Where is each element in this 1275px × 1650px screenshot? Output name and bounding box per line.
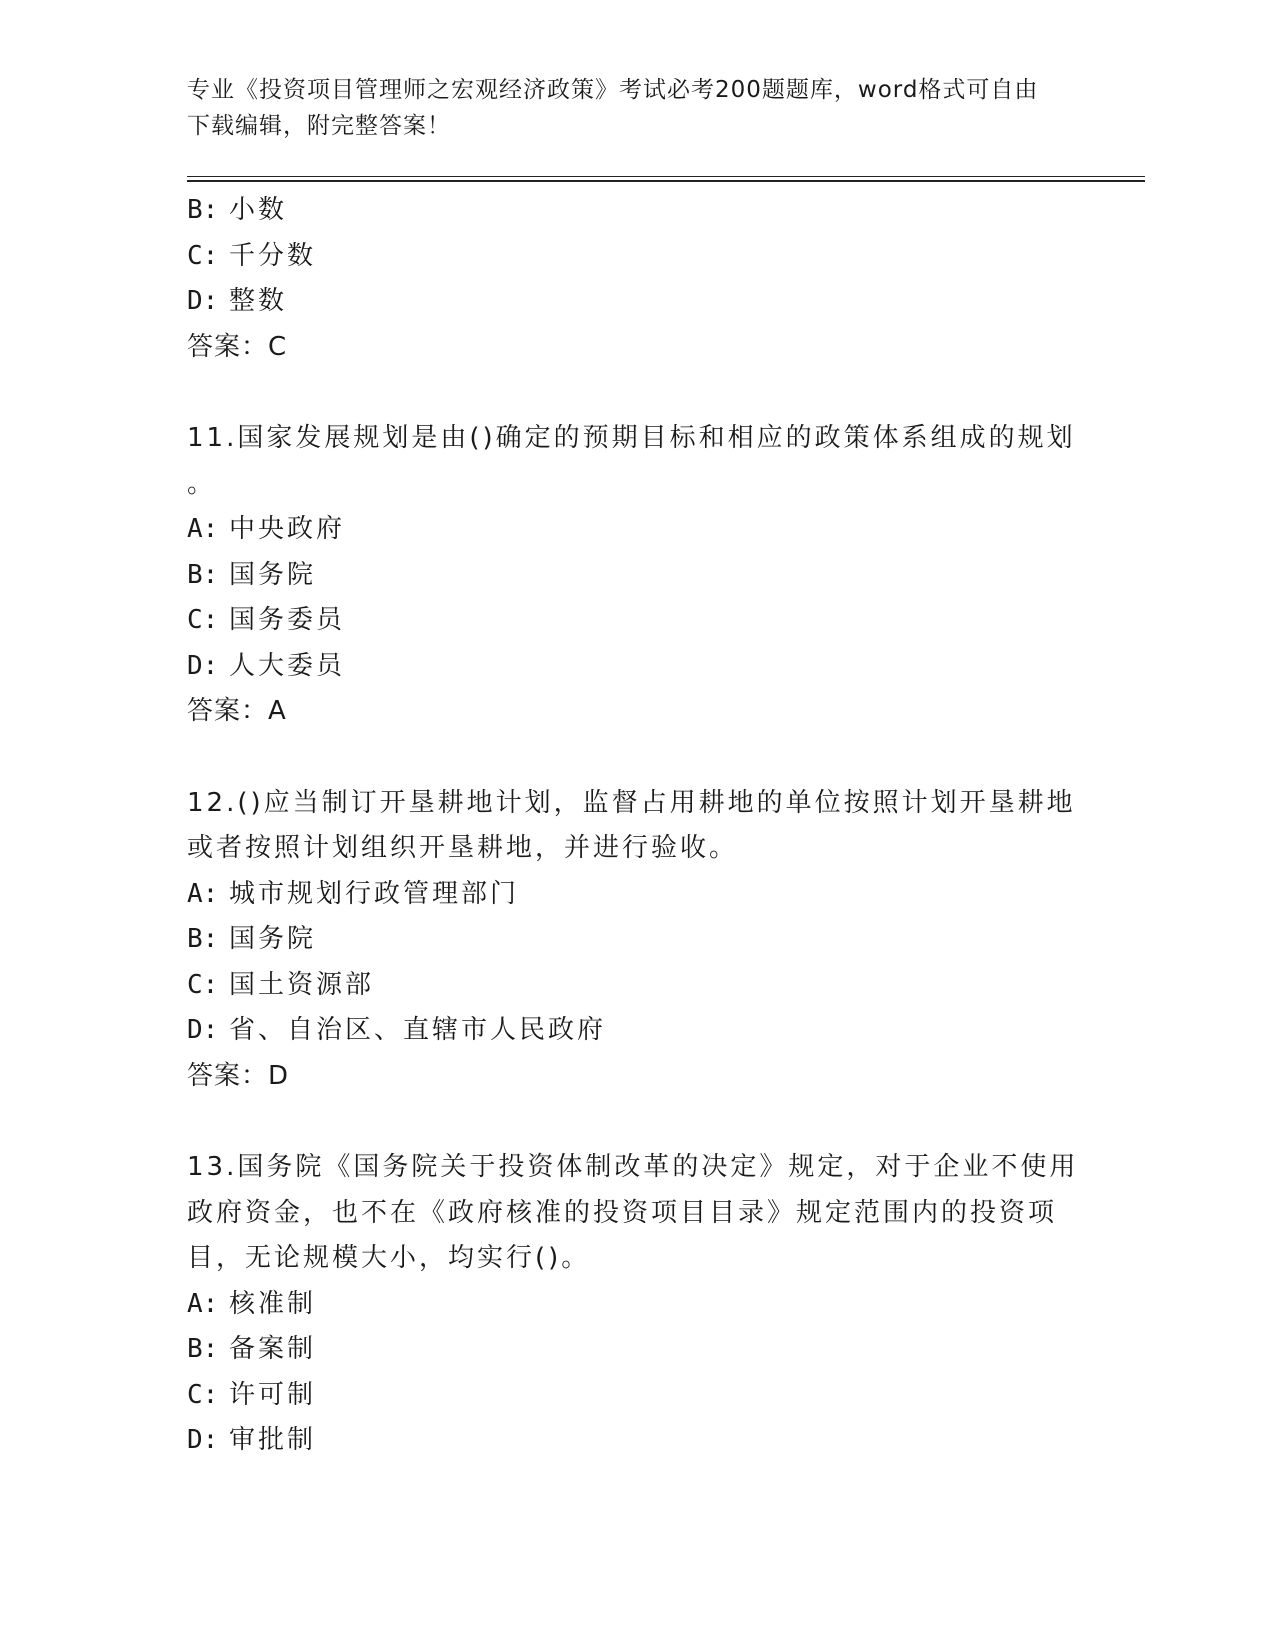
option-c [187,1373,1067,1419]
option-text: 国务院 [229,924,317,954]
option-text: 省、自治区、直辖市人民政府 [229,1015,607,1045]
option-text: 人大委员 [229,650,346,681]
option-letter: C: [187,240,219,271]
option-letter: B: [187,1334,219,1364]
option-text: 城市规划行政管理部门 [229,878,520,909]
option-text: 国土资源部 [229,969,375,1000]
option-a [187,872,1067,918]
option-text: 国务委员 [229,605,346,635]
question-11 [187,416,1076,735]
spacer [187,370,1067,416]
document-body [187,188,1079,1464]
option-c [187,234,1067,280]
option-letter: D: [187,650,219,681]
question-text-line: 目，无论规模大小，均实行()。 [187,1243,591,1273]
question-text-line: 或者按照计划组织开垦耕地，并进行验收。 [187,833,739,863]
option-letter: C: [187,605,219,635]
option-text: 千分数 [229,240,317,271]
option-a [187,1282,1067,1328]
option-text: 审批制 [229,1425,317,1455]
option-a [187,507,1067,553]
option-letter: B: [187,195,219,225]
option-text: 国务院 [229,559,317,590]
option-letter: A: [187,514,219,544]
option-b [187,188,1067,234]
option-text: 小数 [229,195,288,225]
header-line-2: 下载编辑，附完整答案！ [187,113,451,139]
option-b [187,553,1067,599]
spacer [187,735,1067,781]
document-page [187,0,1147,1650]
option-letter: D: [187,1425,219,1455]
option-letter: A: [187,1288,219,1319]
option-letter: B: [187,559,219,590]
answer-line: 答案：D [187,1060,290,1091]
option-letter: B: [187,924,219,954]
header-divider [187,176,1145,182]
option-d [187,1418,1067,1464]
option-text: 中央政府 [229,514,346,544]
option-letter: D: [187,286,219,316]
option-c [187,598,1067,644]
option-d [187,1008,1067,1054]
option-letter: D: [187,1015,219,1045]
option-letter: A: [187,878,219,909]
option-letter: C: [187,1379,219,1410]
option-text: 核准制 [229,1288,317,1319]
option-d [187,279,1067,325]
question-text-line: 政府资金，也不在《政府核准的投资项目目录》规定范围内的投资项 [187,1197,1058,1228]
option-letter: C: [187,969,219,1000]
option-b [187,1327,1067,1373]
option-b [187,917,1067,963]
option-text: 许可制 [229,1379,317,1410]
question-10-continuation [187,188,1067,370]
option-c [187,963,1067,1009]
spacer [187,1099,1067,1145]
question-13 [187,1145,1079,1464]
header-line-1: 专业《投资项目管理师之宏观经济政策》考试必考200题题库，word格式可自由 [187,77,1039,103]
question-text-line: 11.国家发展规划是由()确定的预期目标和相应的政策体系组成的规划 [187,423,1076,453]
question-12 [187,781,1076,1100]
question-text-line: 13.国务院《国务院关于投资体制改革的决定》规定，对于企业不使用 [187,1152,1079,1182]
page-header [187,72,1067,144]
answer-line: 答案：A [187,696,287,726]
option-text: 备案制 [229,1334,317,1364]
option-d [187,644,1067,690]
option-text: 整数 [229,286,288,316]
question-text-line: 12.()应当制订开垦耕地计划，监督占用耕地的单位按照计划开垦耕地 [187,787,1076,818]
question-text-line: 。 [187,468,217,499]
answer-line: 答案：C [187,331,288,362]
